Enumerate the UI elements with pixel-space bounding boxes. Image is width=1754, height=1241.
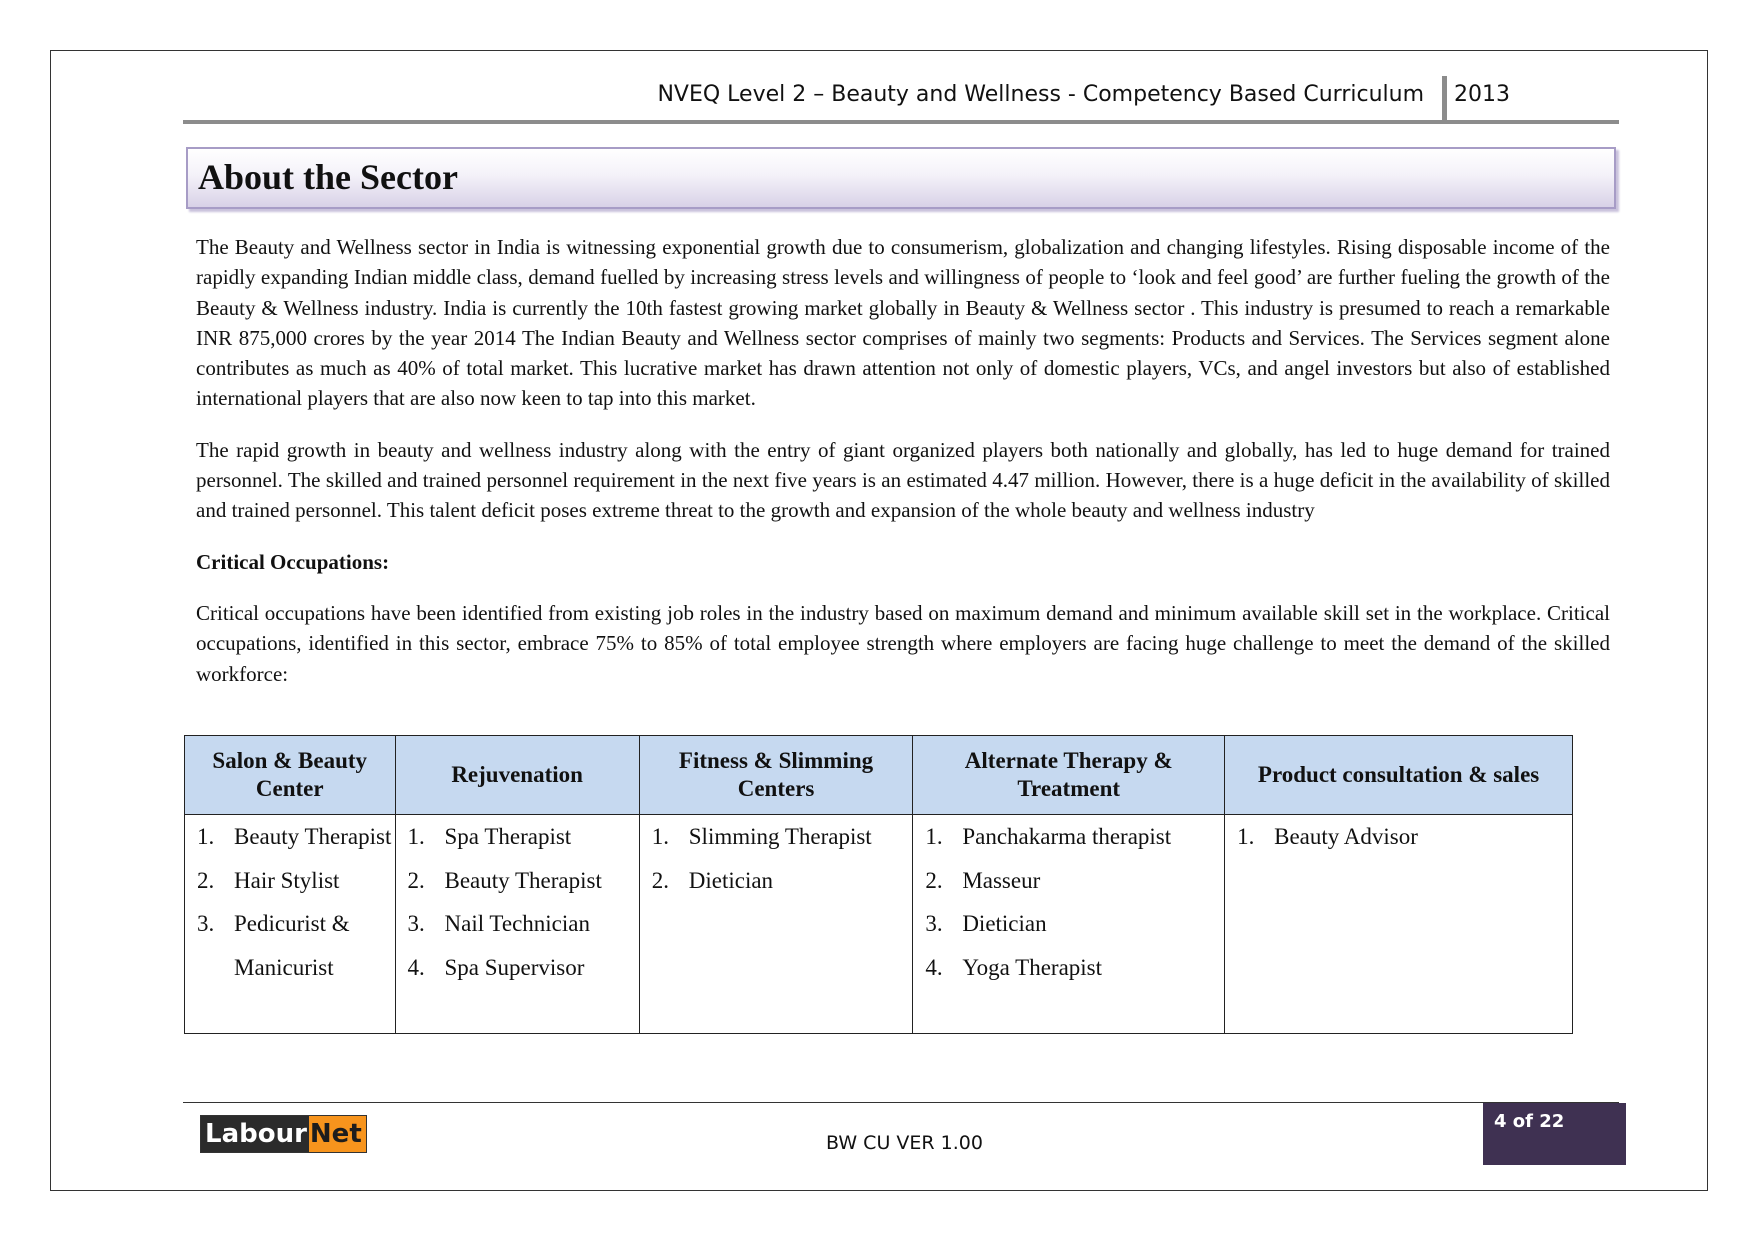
table-row [185, 815, 1573, 1034]
list-item [197, 902, 395, 989]
table-cell [395, 815, 639, 1034]
column-header: Fitness & Slimming Centers [639, 736, 913, 815]
footer-divider [183, 1102, 1619, 1103]
header-separator [1442, 76, 1447, 120]
occupation-list [913, 815, 1224, 989]
occupation-name: Masseur [962, 867, 1041, 893]
page-number: 4 of 22 [1494, 1111, 1565, 1132]
logo-text-labour: Labour [201, 1116, 309, 1152]
list-number: 3. [925, 911, 943, 936]
occupation-name: Dietician [688, 867, 774, 893]
occupation-name: Nail Technician [444, 911, 590, 936]
table-header-row [185, 736, 1573, 815]
column-header: Alternate Therapy & Treatment [913, 736, 1225, 815]
occupation-name: Yoga Therapist [962, 954, 1103, 980]
critical-occupations-heading: Critical Occupations: [196, 549, 390, 574]
list-number: 2. [197, 867, 215, 893]
list-number: 3. [407, 911, 425, 936]
body-content [196, 232, 1610, 710]
occupation-list [640, 815, 913, 902]
section-title: About the Sector [198, 157, 458, 197]
occupation-name: Beauty Therapist [444, 867, 602, 893]
occupation-name: Dietician [962, 911, 1047, 936]
page-number-badge [1483, 1103, 1626, 1165]
list-number: 1. [407, 824, 425, 849]
critical-occupations-table [184, 735, 1573, 1034]
list-item [197, 815, 395, 859]
list-item [925, 815, 1224, 859]
labournet-logo [200, 1115, 367, 1153]
table-cell [913, 815, 1225, 1034]
list-item [408, 946, 639, 990]
header-title: NVEQ Level 2 – Beauty and Wellness - Competency Based Curriculum [657, 82, 1424, 107]
list-number: 1. [197, 824, 215, 849]
occupation-name: Hair Stylist [234, 867, 340, 893]
list-number: 4. [407, 954, 425, 980]
list-item [925, 902, 1224, 946]
list-number: 1. [651, 824, 670, 849]
paragraph-sector-growth: The Beauty and Wellness sector in India is witnessing exponential growth due to consumerism, globalization and changing lifestyles. Rising disposable income of the rapidly expanding Indian middle class, demand fuelled by increasing stress levels and willingness of people to ‘look and feel good’ are further fueling the growth of the Beauty & Wellness industry. India is currently the 10th fastest growing market globally in Beauty & Wellness sector . This industry is presumed to reach a remarkable INR 875,000 crores by the year 2014 The Indian Beauty and Wellness sector comprises of mainly two segments: Products and Services. The Services segment alone contributes as much as 40% of total market. This lucrative market has drawn attention not only of domestic players, VCs, and angel investors but also of established international players that are also now keen to tap into this market. [196, 235, 1610, 411]
occupation-name: Spa Supervisor [444, 954, 585, 980]
column-header: Product consultation & sales [1225, 736, 1573, 815]
logo-text-net: Net [309, 1116, 366, 1152]
list-number: 4. [925, 954, 943, 980]
list-item [925, 859, 1224, 903]
section-banner [186, 147, 1616, 209]
list-number: 1. [925, 824, 943, 849]
column-header: Rejuvenation [395, 736, 639, 815]
column-header: Salon & Beauty Center [185, 736, 396, 815]
list-item [197, 859, 395, 903]
list-item [652, 815, 913, 859]
table-cell [639, 815, 913, 1034]
list-item [408, 815, 639, 859]
occupation-name: Slimming Therapist [688, 824, 872, 849]
list-number: 2. [407, 867, 425, 893]
list-number: 1. [1237, 824, 1255, 849]
document-version: BW CU VER 1.00 [826, 1132, 983, 1154]
list-number: 2. [651, 867, 670, 893]
occupation-name: Spa Therapist [444, 824, 572, 849]
occupation-name: Beauty Advisor [1274, 824, 1418, 849]
page-header [183, 76, 1619, 124]
list-item [652, 859, 913, 903]
occupation-list [396, 815, 639, 989]
table-cell [185, 815, 396, 1034]
list-item [925, 946, 1224, 990]
occupation-list [185, 815, 395, 989]
occupation-list [1225, 815, 1572, 859]
list-item [408, 859, 639, 903]
occupation-name: Panchakarma therapist [962, 824, 1172, 849]
list-item [1237, 815, 1572, 859]
list-item [408, 902, 639, 946]
header-year: 2013 [1454, 82, 1510, 107]
table-cell [1225, 815, 1573, 1034]
list-number: 3. [197, 911, 215, 936]
occupation-name: Pedicurist & Manicurist [234, 911, 350, 980]
occupation-name: Beauty Therapist [234, 824, 392, 849]
paragraph-critical-occupations: Critical occupations have been identified from existing job roles in the industry based on maximum demand and minimum available skill set in the workplace. Critical occupations, identified in this sector, embrace 75% to 85% of total employee strength where employers are facing huge challenge to meet the demand of the skilled workforce: [196, 600, 1610, 686]
paragraph-personnel-demand: The rapid growth in beauty and wellness industry along with the entry of giant organized players both nationally and globally, has led to huge demand for trained personnel. The skilled and trained personnel requirement in the next five years is an estimated 4.47 million. However, there is a huge deficit in the availability of skilled and trained personnel. This talent deficit poses extreme threat to the growth and expansion of the whole beauty and wellness industry [196, 437, 1610, 523]
list-number: 2. [925, 867, 943, 893]
